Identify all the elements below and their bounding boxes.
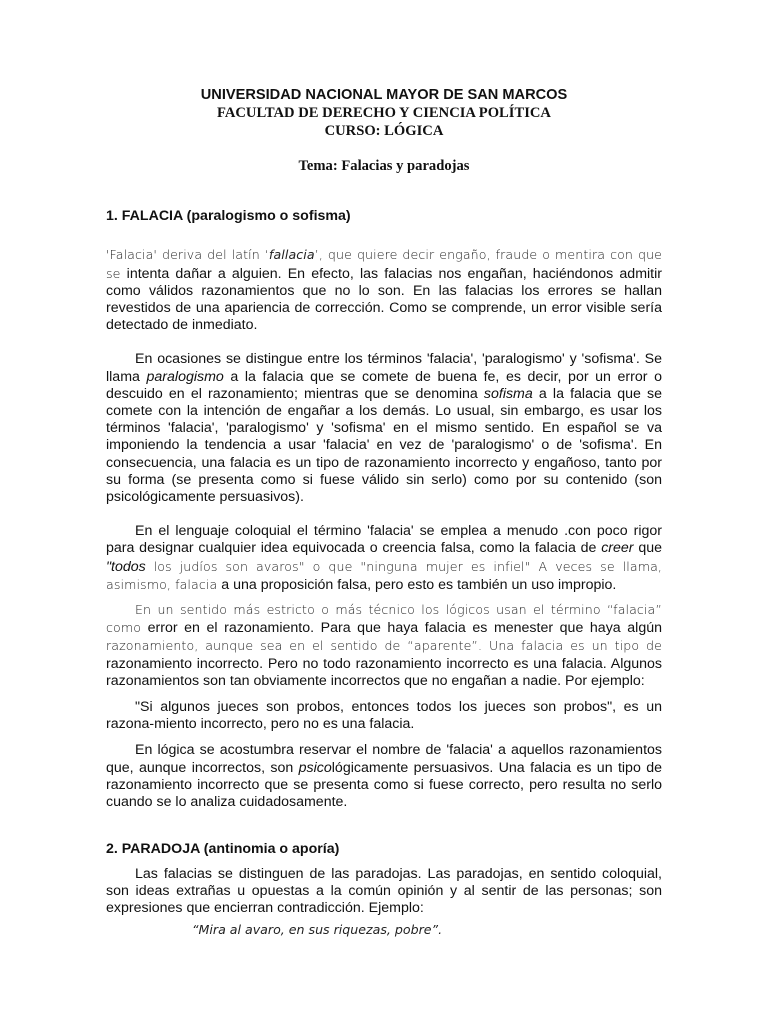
example-quote: “Mira al avaro, en sus riquezas, pobre”. <box>192 922 443 938</box>
p3-b: que <box>633 540 662 557</box>
p3-italic-2: "todos <box>106 558 146 575</box>
p1-rest: intenta dañar a alguien. En efecto, las falacias nos engañan, haciéndonos admitir como válidos razonamientos que no lo son. En las falacias los errores se hallan revestidos de una apariencia de corrección. Como se comprende, un error visible sería detectado de inmediato. <box>106 265 662 334</box>
p2-italic-1: paralogismo <box>146 368 224 385</box>
p1-lead-b: ’, que quiere decir engaño, fraude o mentira con que se <box>106 247 662 281</box>
p6-italic-1: psico <box>298 759 332 776</box>
course-name: CURSO: LÓGICA <box>324 123 444 139</box>
p4-a: En un sentido más estricto o más técnico los lógicos usan el término “falacia” como <box>106 602 662 636</box>
p2-c: a la falacia que se comete con la intención de engañar a los demás. Lo usual, sin embargo, es usar los términos 'falacia', 'paralogismo' y 'sofisma' en el mismo sentido. En español se va imponiendo la tendencia a usar 'falacia' en vez de 'paralogismo' o de 'sofisma'. En consecuencia, una falacia es un tipo de razonamiento incorrecto y engañoso, tanto por su forma (se presenta como si fuese válido sin serlo) como por su contenido (son psicológicamente persuasivos). <box>106 385 662 506</box>
p3-a: En el lenguaje coloquial el término 'falacia' se emplea a menudo .con poco rigor para designar cualquier idea equivocada o creencia falsa, como la falacia de <box>106 523 662 557</box>
p4-d: razonamiento incorrecto. Pero no todo razonamiento incorrecto es una falacia. Algunos razonamientos son tan obviamente incorrectos que no engañan a nadie. Por ejemplo: <box>106 655 662 689</box>
p1-lead-italic: fallacia <box>268 247 315 263</box>
section-1-paragraph-1 <box>106 246 662 334</box>
section-1-paragraph-5: "Si algunos jueces son probos, entonces todos los jueces son probos", es un razona-miento incorrecto, pero no es una falacia. <box>106 699 662 733</box>
faculty-name: FACULTAD DE DERECHO Y CIENCIA POLÍTICA <box>217 105 551 121</box>
section-1-title: 1. FALACIA (paralogismo o sofisma) <box>106 208 351 225</box>
p1-lead-a: 'Falacia' deriva del latín ‘ <box>106 247 269 263</box>
topic-title: Tema: Falacias y paradojas <box>298 158 470 174</box>
p2-b: a la falacia que se comete de buena fe, es decir, por un error o descuido en el razonamiento; mientras que se denomina <box>106 368 662 402</box>
p2-italic-2: sofisma <box>483 385 533 402</box>
p4-c: razonamiento, aunque sea en el sentido de “aparente”. Una falacia es un tipo de <box>106 638 662 654</box>
section-1-paragraph-3 <box>106 523 662 594</box>
p4-b: error en el razonamiento. Para que haya falacia es menester que haya algún <box>147 620 662 637</box>
p3-d: a una proposición falsa, pero esto es también un uso impropio. <box>221 576 617 593</box>
p6-a: En lógica se acostumbra reservar el nombre de 'falacia' a aquellos razonamientos que, aunque incorrectos, son <box>106 742 662 776</box>
document-header <box>106 86 662 175</box>
section-2-paragraph-1: Las falacias se distinguen de las paradojas. Las paradojas, en sentido coloquial, son ideas extrañas u opuestas a la común opinión y al sentir de las personas; son expresiones que encierran contradicción. Ejemplo: <box>106 865 662 916</box>
p2-a: En ocasiones se distingue entre los términos 'falacia', 'paralogismo' y 'sofisma'. Se llama <box>106 351 662 385</box>
p3-italic-1: creer <box>601 540 634 557</box>
section-1-paragraph-2 <box>106 351 662 506</box>
section-1-paragraph-6 <box>106 742 662 811</box>
university-name: UNIVERSIDAD NACIONAL MAYOR DE SAN MARCOS <box>200 87 568 103</box>
section-2-title: 2. PARADOJA (antinomia o aporía) <box>106 841 340 858</box>
section-1-paragraph-4 <box>106 601 662 690</box>
p6-b: lógicamente persuasivos. Una falacia es un tipo de razonamiento incorrecto que se presenta como si fuese correcto, pero resulta no serlo cuando se lo analiza cuidadosamente. <box>106 759 662 811</box>
p3-c: los judíos son avaros" o que "ninguna mujer es infiel" A veces se llama, asimismo, falacia <box>106 558 662 592</box>
